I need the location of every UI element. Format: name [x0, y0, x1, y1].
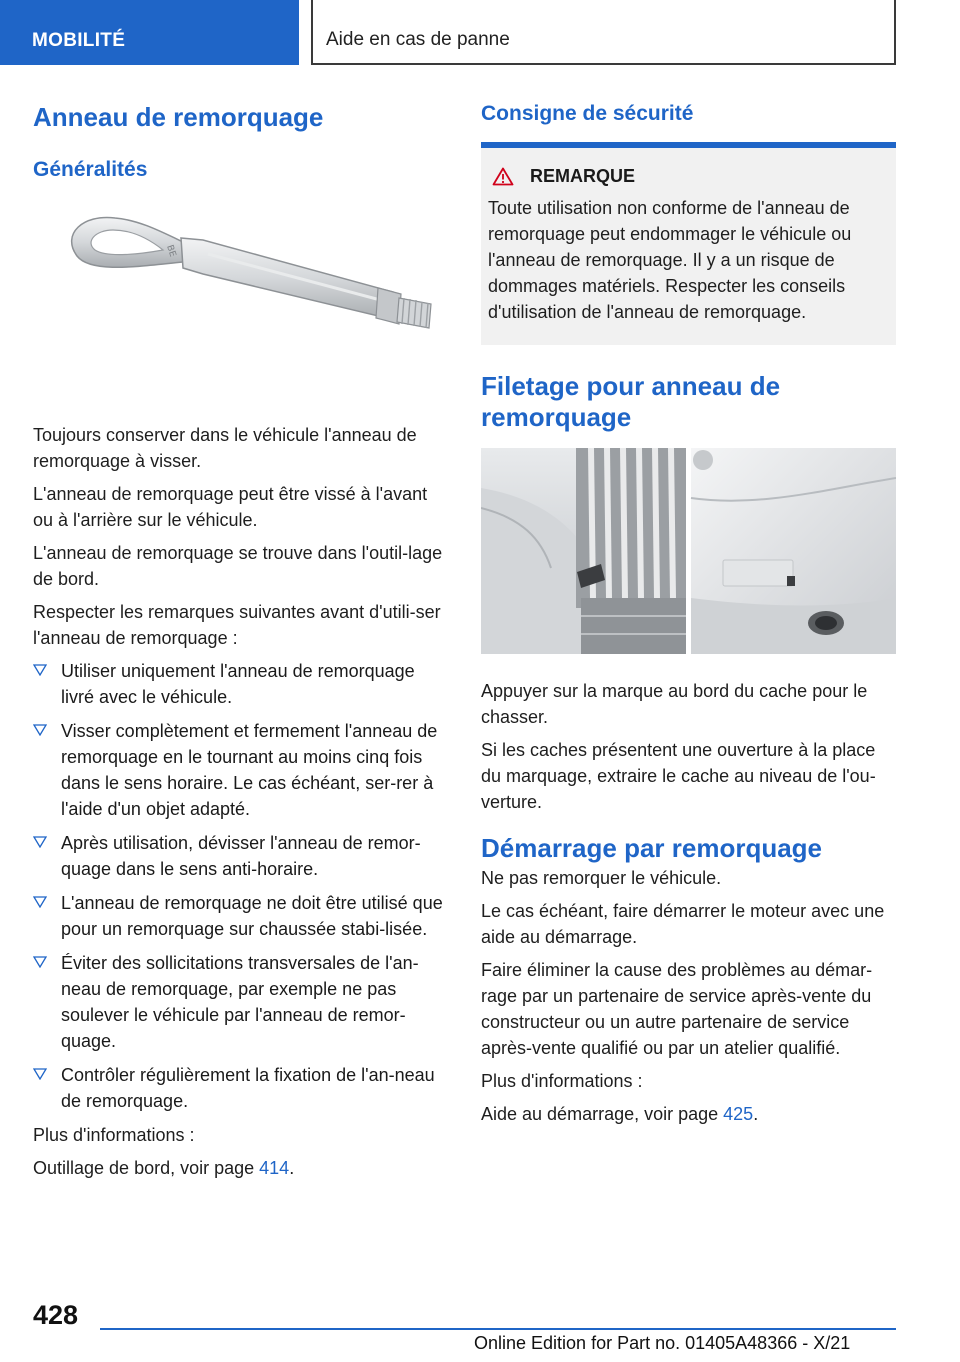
reference-end: .: [753, 1104, 759, 1124]
list-item: [33, 890, 451, 942]
paragraph: Le cas échéant, faire démarrer le moteur avec une aide au démarrage.: [481, 901, 885, 947]
list-item-text: Utiliser uniquement l'anneau de remorquage livré avec le véhicule.: [61, 661, 415, 707]
cross-reference: [481, 1101, 896, 1127]
page-link-414[interactable]: 414: [259, 1158, 290, 1178]
warning-box: [481, 142, 896, 345]
cross-reference: [33, 1155, 451, 1181]
thread-heading: Filetage pour anneau de remorquage: [481, 371, 781, 432]
paragraph: L'anneau de remorquage se trouve dans l'outil-lage de bord.: [33, 543, 443, 589]
page-number: 428: [33, 1300, 79, 1330]
list-item-text: Après utilisation, dévisser l'anneau de remor-quage dans le sens anti-horaire.: [61, 833, 421, 879]
tow-eye-mark: BE: [164, 243, 178, 259]
subtitle-generalites: Généralités: [33, 158, 148, 181]
triangle-bullet-icon: [33, 1068, 47, 1080]
list-item-text: Contrôler régulièrement la fixation de l'an-neau de remorquage.: [61, 1065, 435, 1111]
paragraph: Respecter les remarques suivantes avant d'utili-ser l'anneau de remorquage :: [33, 602, 441, 648]
warning-label: REMARQUE: [530, 166, 636, 186]
paragraph: Appuyer sur la marque au bord du cache pour le chasser.: [481, 681, 868, 727]
paragraph: Si les caches présentent une ouverture à la place du marquage, extraire le cache au niveau de l'ou-verture.: [481, 740, 876, 812]
warning-header: [488, 166, 888, 187]
instruction-list: [33, 658, 451, 1114]
page-title: Anneau de remorquage: [33, 102, 324, 132]
bumper-photos: [481, 448, 896, 654]
more-info-label: Plus d'informations :: [481, 1071, 643, 1091]
chapter-title: Aide en cas de panne: [311, 0, 896, 65]
left-column: [33, 100, 451, 1188]
list-item: [33, 658, 451, 710]
list-item: [33, 950, 451, 1054]
paragraph: Faire éliminer la cause des problèmes au démar-rage par un partenaire de service après-vente du constructeur ou un autre partenaire de service après-vente qualifié ou par un atelier qualifié.: [481, 960, 873, 1058]
safety-heading: Consigne de sécurité: [481, 102, 694, 125]
list-item-text: L'anneau de remorquage ne doit être utilisé que pour un remorquage sur chaussée stabi-lisée.: [61, 893, 443, 939]
reference-end: .: [289, 1158, 295, 1178]
list-item: [33, 830, 451, 882]
section-tab: MOBILITÉ: [0, 0, 299, 65]
list-item-text: Éviter des sollicitations transversales de l'an-neau de remorquage, par exemple ne pas soulever le véhicule par l'anneau de remor-quage.: [61, 953, 419, 1051]
right-column: [481, 100, 896, 1134]
paragraph: L'anneau de remorquage peut être vissé à l'avant ou à l'arrière sur le véhicule.: [33, 484, 428, 530]
list-item: [33, 718, 451, 822]
triangle-bullet-icon: [33, 664, 47, 676]
triangle-bullet-icon: [33, 724, 47, 736]
triangle-bullet-icon: [33, 896, 47, 908]
page-link-425[interactable]: 425: [723, 1104, 754, 1124]
paragraph: Ne pas remorquer le véhicule.: [481, 868, 722, 888]
reference-text: Outillage de bord, voir page: [33, 1158, 260, 1178]
list-item: [33, 1062, 451, 1114]
footer-divider: [100, 1328, 896, 1330]
warning-triangle-icon: [492, 167, 514, 186]
jumpstart-heading: Démarrage par remorquage: [481, 833, 823, 863]
edition-info: Online Edition for Part no. 01405A48366 - X/21: [474, 1333, 851, 1353]
more-info-label: Plus d'informations :: [33, 1125, 195, 1145]
paragraph: Toujours conserver dans le véhicule l'anneau de remorquage à visser.: [33, 425, 417, 471]
triangle-bullet-icon: [33, 956, 47, 968]
list-item-text: Visser complètement et fermement l'anneau de remorquage en le tournant au moins cinq fois dans le sens horaire. Le cas échéant, ser-rer à l'aide d'un objet adapté.: [61, 721, 438, 819]
triangle-bullet-icon: [33, 836, 47, 848]
reference-text: Aide au démarrage, voir page: [481, 1104, 724, 1124]
tow-eye-illustration: [33, 194, 451, 424]
warning-text: Toute utilisation non conforme de l'anneau de remorquage peut endommager le véhicule ou l'anneau de remorquage. Il y a un risque de dommages matériels. Respecter les conseils d'utilisation de l'anneau de remorquage.: [488, 198, 852, 322]
